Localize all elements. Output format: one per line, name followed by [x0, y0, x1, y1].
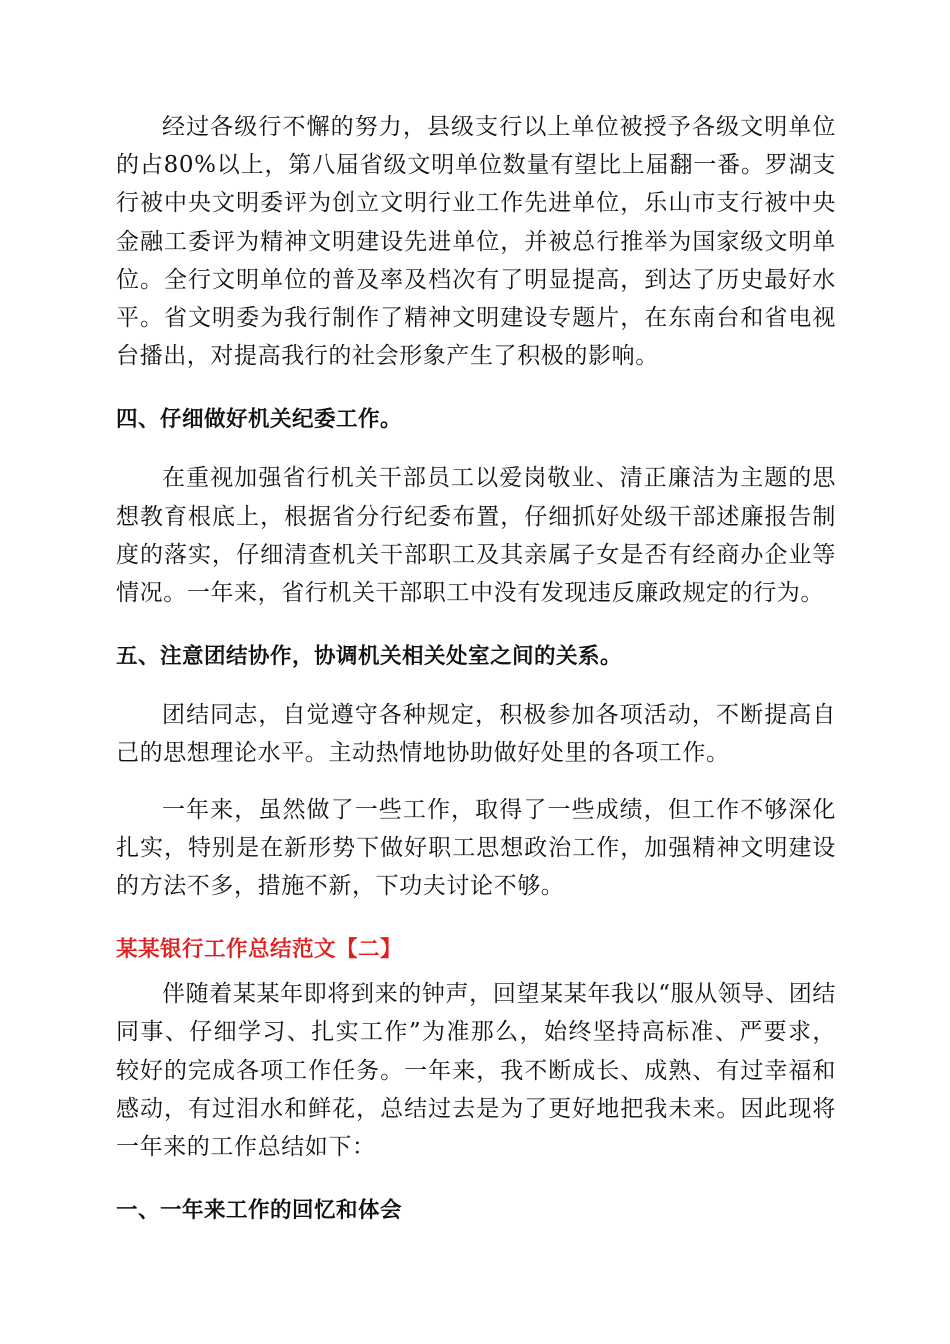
paragraph-teamwork: 团结同志，自觉遵守各种规定，积极参加各项活动，不断提高自己的思想理论水平。主动热情地协助做好处里的各项工作。: [116, 702, 836, 767]
heading-review-experience: 一、一年来工作的回忆和体会: [116, 1198, 403, 1224]
paragraph-intro-summary: 伴随着某某年即将到来的钟声，回望某某年我以“服从领导、团结同事、仔细学习、扎实工作”为准那么，始终坚持高标准、严要求，较好的完成各项工作任务。一年来，我不断成长、成熟、有过幸福和感动，有过泪水和鲜花，总结过去是为了更好地把我未来。因此现将一年来的工作总结如下：: [116, 981, 836, 1161]
paragraph-shortcomings: 一年来，虽然做了一些工作，取得了一些成绩，但工作不够深化扎实，特别是在新形势下做好职工思想政治工作，加强精神文明建设的方法不多，措施不新，下功夫讨论不够。: [116, 796, 836, 900]
document-body: [116, 108, 836, 1230]
heading-discipline-work: 四、仔细做好机关纪委工作。: [116, 407, 403, 433]
paragraph-civilization-units: 经过各级行不懈的努力，县级支行以上单位被授予各级文明单位的占80%以上，第八届省级文明单位数量有望比上届翻一番。罗湖支行被中央文明委评为创立文明行业工作先进单位，乐山市支行被中央金融工委评为精神文明建设先进单位，并被总行推举为国家级文明单位。全行文明单位的普及率及档次有了明显提高，到达了历史最好水平。省文明委为我行制作了精神文明建设专题片，在东南台和省电视台播出，对提高我行的社会形象产生了积极的影响。: [116, 114, 836, 370]
paragraph-discipline: 在重视加强省行机关干部员工以爱岗敬业、清正廉洁为主题的思想教育根底上，根据省分行纪委布置，仔细抓好处级干部述廉报告制度的落实，仔细清查机关干部职工及其亲属子女是否有经商办企业等情况。一年来，省行机关干部职工中没有发现违反廉政规定的行为。: [116, 465, 836, 607]
section-title: 某某银行工作总结范文【二】: [116, 937, 403, 963]
heading-teamwork: 五、注意团结协作，协调机关相关处室之间的关系。: [116, 644, 623, 670]
